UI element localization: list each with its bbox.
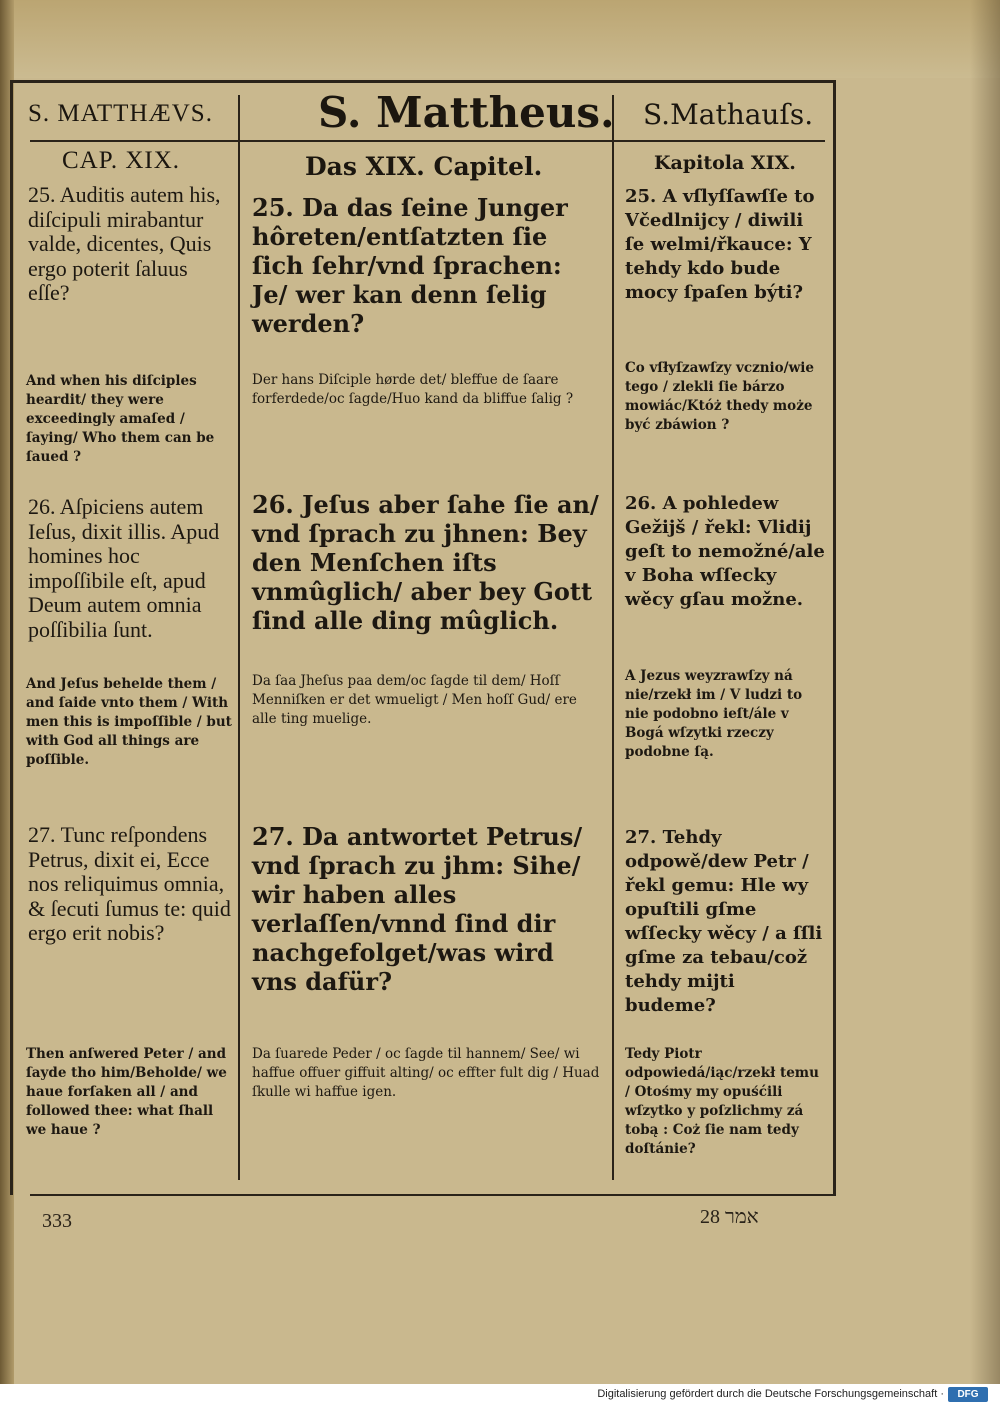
header-german: S. Mattheus. <box>318 88 615 137</box>
verse-26-polish: A Jezus weyzrawſzy ná nie/rzekł im / V ludzi to nie podobno ieſt/ále v Bogá wſzytki rzeczy podobne ſą. <box>625 668 803 760</box>
verse-25-english: And when his diſciples heardit/ they were exceedingly amaſed / ſaying/ Who them can be ſaued ? <box>26 373 215 465</box>
digitization-footer <box>0 1384 1000 1406</box>
chapter-latin: CAP. XIX. <box>62 147 181 174</box>
left-frame-rule <box>10 80 13 1195</box>
verse-25-danish: Der hans Diſciple hørde det/ bleffue de ſaare forferdede/oc ſagde/Huo kand da bliffue ſalig ? <box>252 372 574 407</box>
column-divider-1 <box>238 95 240 1180</box>
verse-27-latin: 27. Tunc reſpondens Petrus, dixit ei, Ecce nos reliquimus omnia, & ſecuti ſumus te: quid ergo erit nobis? <box>28 822 231 945</box>
verse-27-polish: Tedy Piotr odpowiedá/iąc/rzekł temu / Otośmy my opuśćili wſzytko y poſzlichmy zá tobą : Coż ſie nam tedy doſtánie? <box>625 1046 819 1157</box>
top-rule <box>10 80 836 83</box>
verse-25-czech: 25. A vſlyſſawſſe to Včedlnijcy / diwili ſe welmi/řkauce: Y tehdy kdo bude mocy ſpaſen býti? <box>625 186 815 303</box>
header-latin: S. MATTHÆVS. <box>28 100 213 127</box>
verse-26-german: 26. Jeſus aber ſahe ſie an/ vnd ſprach zu jhnen: Bey den Menſchen iſts vnmûglich/ aber bey Gott ſind alle ding mûglich. <box>252 490 599 635</box>
header-underline <box>30 140 825 142</box>
chapter-czech: Kapitola XIX. <box>654 152 796 174</box>
verse-26-english: And Jeſus behelde them / and ſaide vnto them / With men this is impoſſible / but with God all things are poſſible. <box>26 676 232 768</box>
verse-27-danish: Da ſuarede Peder / oc ſagde til hannem/ See/ wi haffue offuer giffuit alting/ oc effter fult dig / Huad ſkulle wi haffue igen. <box>252 1046 600 1100</box>
verse-25-polish: Co vſłyſzawſzy vcznio/wie tego / zlekli ſie bárzo mowiác/Któż thedy może być zbáwion ? <box>625 360 814 433</box>
verse-26-latin: 26. Aſpiciens autem Ieſus, dixit illis. Apud homines hoc impoſſibile eſt, apud Deum autem omnia poſſibilia ſunt. <box>28 494 220 642</box>
bottom-rule <box>30 1194 836 1196</box>
verse-27-german: 27. Da antwortet Petrus/ vnd ſprach zu jhm: Sihe/ wir haben alles verlaſſen/vnnd ſind dir nachgefolget/was wird vns dafür? <box>252 822 583 996</box>
footer-credit: Digitalisierung gefördert durch die Deutsche Forschungsgemeinschaft · <box>597 1388 944 1400</box>
verse-26-czech: 26. A pohledew Gežijš / řekl: Vlidij geſt to nemožné/ale v Boha wſſecky wěcy gſau možne. <box>625 493 825 610</box>
header-czech: S.Mathauſs. <box>643 98 814 131</box>
verse-27-english: Then anſwered Peter / and ſayde tho him/Beholde/ we haue forſaken all / and followed thee: what ſhall we haue ? <box>26 1046 227 1138</box>
dfg-logo: DFG <box>948 1387 988 1402</box>
verse-27-czech: 27. Tehdy odpowě/dew Petr / řekl gemu: Hle wy opuſtili gſme wſſecky wěcy / a ſſli gſme za tebau/což tehdy mijti budeme? <box>625 827 823 1016</box>
verse-26-danish: Da ſaa Jheſus paa dem/oc ſagde til dem/ Hoſſ Menniſken er det wmueligt / Men hoſſ Gud/ ere alle ting muelige. <box>252 673 577 727</box>
page-top-margin <box>0 0 1000 78</box>
right-frame-rule <box>833 80 836 1195</box>
page-right-shadow <box>970 0 1000 1384</box>
page-number-left: 333 <box>42 1210 72 1232</box>
verse-25-german: 25. Da das ſeine Junger hôreten/entſatzten ſie ſich ſehr/vnd ſprachen: Je/ wer kan denn ſelig werden? <box>252 193 568 338</box>
chapter-german: Das XIX. Capitel. <box>305 152 543 181</box>
verse-25-latin: 25. Auditis autem his, diſcipuli mirabantur valde, dicentes, Quis ergo poterit ſaluus eſſe? <box>28 182 221 305</box>
page-number-right: אמר 28 <box>700 1206 759 1228</box>
column-divider-2 <box>612 95 614 1180</box>
